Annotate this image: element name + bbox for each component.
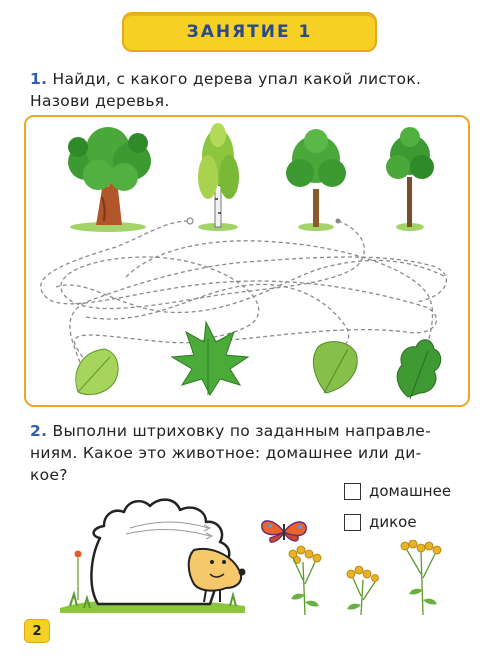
hedgehog-icon: [60, 488, 260, 613]
task-1-instructions: [30, 68, 480, 112]
option-wild-label: дикое: [369, 513, 417, 531]
maple-tree-icon: [286, 129, 346, 231]
oak-leaf-icon: [397, 340, 441, 399]
checkbox-wild[interactable]: [344, 514, 361, 531]
task-2-number: 2.: [30, 422, 48, 440]
small-flower-icon: [75, 551, 82, 558]
lesson-title: ЗАНЯТИЕ 1: [186, 22, 313, 42]
task-2-text-line-2: ниям. Какое это животное: домашнее или ди-: [30, 444, 422, 462]
page-number-badge: [24, 619, 50, 643]
page-number: 2: [32, 623, 42, 639]
birch-leaf-icon: [313, 342, 357, 393]
task-1-text-line-1: Найди, с какого дерева упал какой листок.: [47, 70, 422, 88]
task-2-instructions: [30, 420, 480, 486]
birch-tree-icon: [198, 123, 239, 231]
lesson-banner: [122, 12, 377, 52]
oak-tree-icon: [68, 127, 151, 232]
option-domestic[interactable]: [344, 482, 451, 500]
task-1-text-line-2: Назови деревья.: [30, 92, 170, 110]
linden-tree-icon: [386, 127, 434, 231]
option-domestic-label: домашнее: [369, 482, 452, 500]
task-1-number: 1.: [30, 70, 48, 88]
checkbox-domestic[interactable]: [344, 483, 361, 500]
maple-leaf-icon: [172, 322, 248, 395]
tansy-flowers-group: [275, 540, 465, 619]
tansy-flower-icon: [275, 540, 465, 615]
task-2-text-line-3: кое?: [30, 466, 68, 484]
leaf-maze-panel: [24, 115, 470, 407]
hedgehog-hatching-figure: [60, 488, 260, 617]
leaf-maze-illustration: [26, 117, 468, 405]
task-2-text-line-1: Выполни штриховку по заданным направле-: [47, 422, 432, 440]
option-wild[interactable]: [344, 513, 417, 531]
